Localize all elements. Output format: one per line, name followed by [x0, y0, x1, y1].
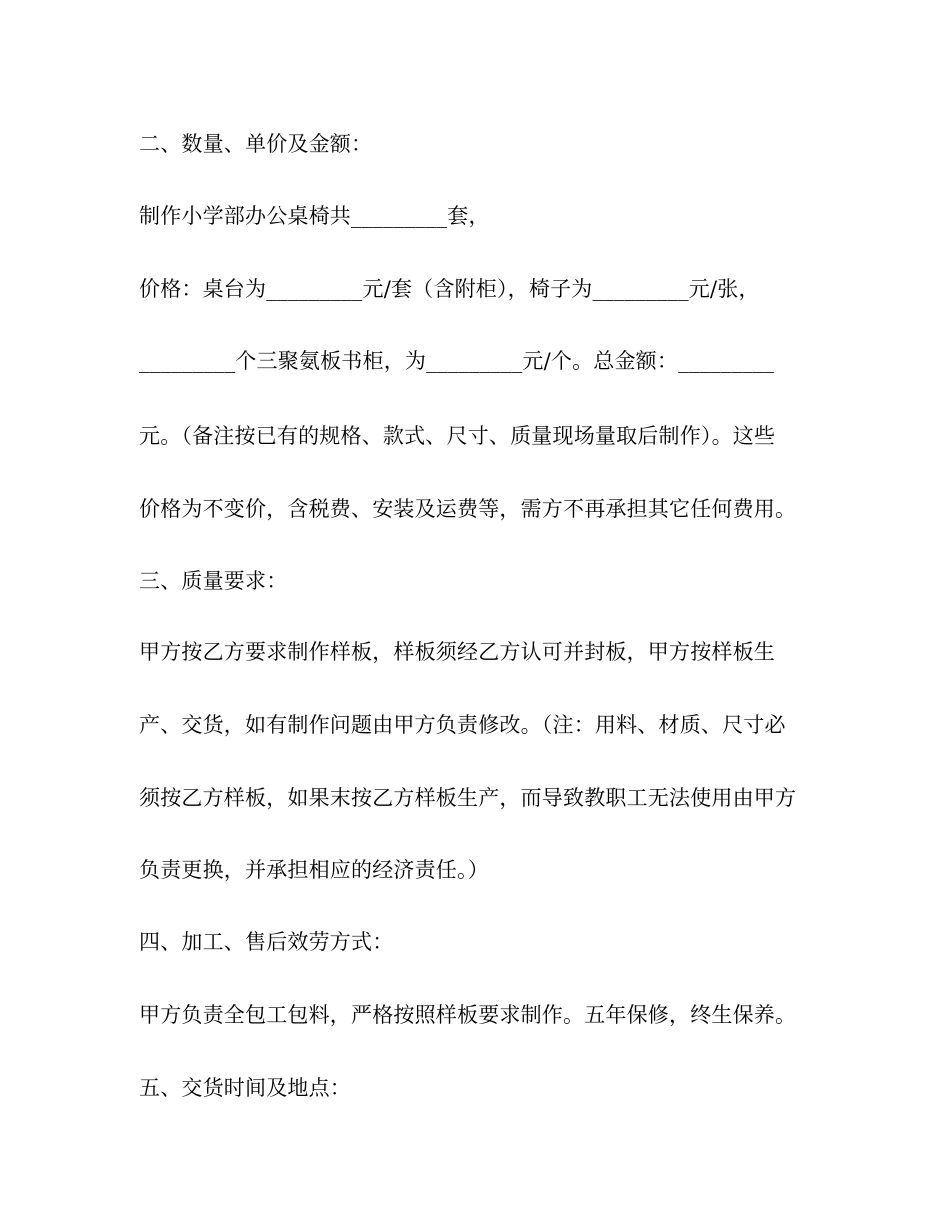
paragraph-line: 负责更换，并承担相应的经济责任。） — [139, 858, 489, 882]
paragraph-line: 元。（备注按已有的规格、款式、尺寸、质量现场量取后制作）。这些 — [139, 424, 776, 448]
paragraph-line: _________个三聚氨板书柜，为_________元/个。总金额：_________ — [139, 349, 775, 373]
section-heading-quality: 三、质量要求： — [139, 569, 288, 593]
paragraph-line: 甲方按乙方要求制作样板，样板须经乙方认可并封板，甲方按样板生 — [139, 640, 775, 664]
paragraph-line: 价格为不变价，含税费、安装及运费等，需方不再承担其它任何费用。 — [139, 497, 797, 521]
section-heading-processing-service: 四、加工、售后效劳方式： — [139, 930, 394, 954]
paragraph-line: 制作小学部办公桌椅共_________套， — [139, 204, 490, 228]
paragraph-line: 产、交货，如有制作问题由甲方负责修改。（注：用料、材质、尺寸必 — [139, 713, 786, 737]
section-heading-quantity-price: 二、数量、单价及金额： — [139, 132, 373, 156]
section-heading-delivery: 五、交货时间及地点： — [139, 1076, 351, 1100]
paragraph-line: 价格：桌台为_________元/套（含附柜），椅子为_________元/张， — [139, 277, 760, 301]
paragraph-line: 甲方负责全包工包料，严格按照样板要求制作。五年保修，终生保养。 — [139, 1003, 797, 1027]
paragraph-line: 须按乙方样板，如果末按乙方样板生产，而导致教职工无法使用由甲方 — [139, 786, 797, 810]
